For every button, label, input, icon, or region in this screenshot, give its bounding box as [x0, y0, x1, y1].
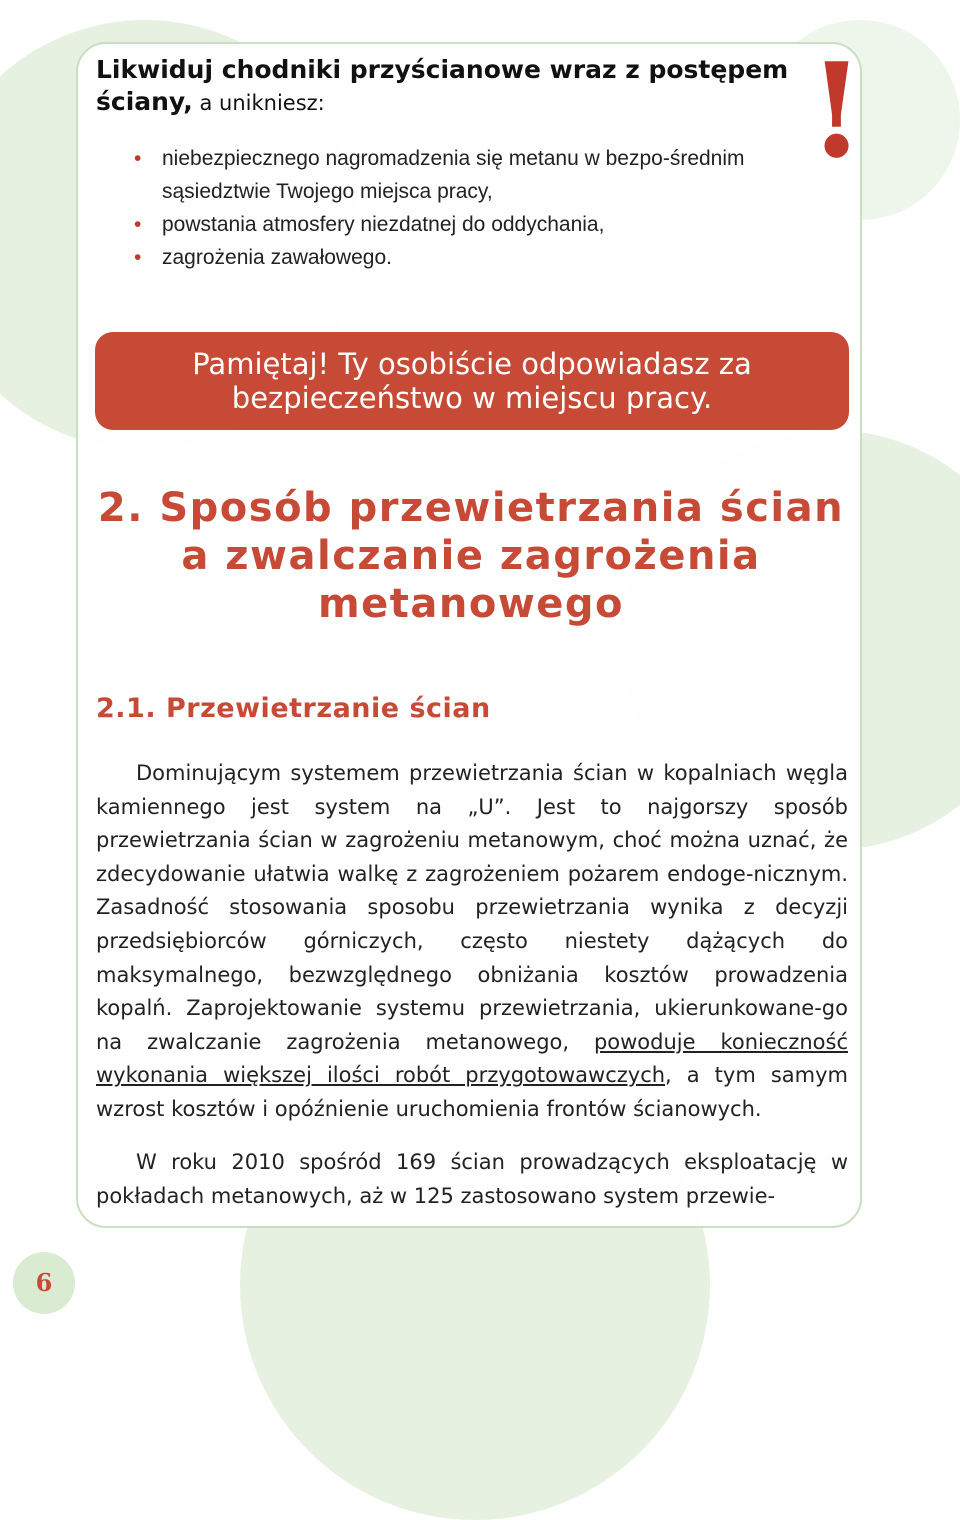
- exclamation-icon: !: [808, 34, 866, 187]
- paragraph-text: Dominującym systemem przewietrzania ścian w kopalniach węgla kamiennego jest system na „U”. Jest to najgorszy sposób przewietrzania ścian w zagrożeniu metanowym, choć można uznać, że zdecydowanie ułatwia walkę z zagrożeniem pożarem endoge-nicznym. Zasadność stosowania sposobu przewietrzania wynika z decyzji przedsiębiorców górniczych, często niestety dążących do maksymalnego, bezwzględnego obniżania kosztów prowadzenia kopalń. Zaprojektowanie systemu przewietrzania, ukierunkowane-go na zwalczanie zagrożenia metanowego,: [96, 761, 848, 1054]
- alert-heading-bold: Likwiduj chodniki przyścianowe wraz z postępem ściany,: [96, 55, 789, 116]
- body-paragraph: W roku 2010 spośród 169 ścian prowadzących eksploatację w pokładach metanowych, aż w 125 zastosowano system przewie-: [96, 1150, 848, 1208]
- subsection-title: 2.1. Przewietrzanie ścian: [96, 693, 491, 724]
- section-title: 2. Sposób przewietrzania ścian a zwalczanie zagrożenia metanowego: [97, 485, 845, 627]
- body-paragraph: [96, 757, 848, 1127]
- list-item: • zagrożenia zawałowego.: [130, 241, 780, 274]
- alert-heading: [96, 54, 796, 119]
- underlined-text: powoduje konieczność wykonania większej ilości robót przygotowawczych: [96, 1029, 848, 1088]
- alert-bullet-list: [130, 142, 780, 274]
- paragraph-text: , a tym samym wzrost kosztów i opóźnienie uruchomienia frontów ścianowych.: [96, 1063, 848, 1121]
- list-item: • powstania atmosfery niezdatnej do oddychania,: [130, 208, 780, 241]
- reminder-banner: [95, 332, 849, 430]
- banner-line-1: Pamiętaj! Ty osobiście odpowiadasz za: [192, 347, 752, 381]
- banner-line-2: bezpieczeństwo w miejscu pracy.: [231, 381, 713, 415]
- alert-heading-rest: a unikniesz:: [192, 91, 325, 115]
- list-item: • niebezpiecznego nagromadzenia się metanu w bezpo-średnim sąsiedztwie Twojego miejsca pracy,: [130, 142, 780, 208]
- page-number: 6: [13, 1252, 75, 1314]
